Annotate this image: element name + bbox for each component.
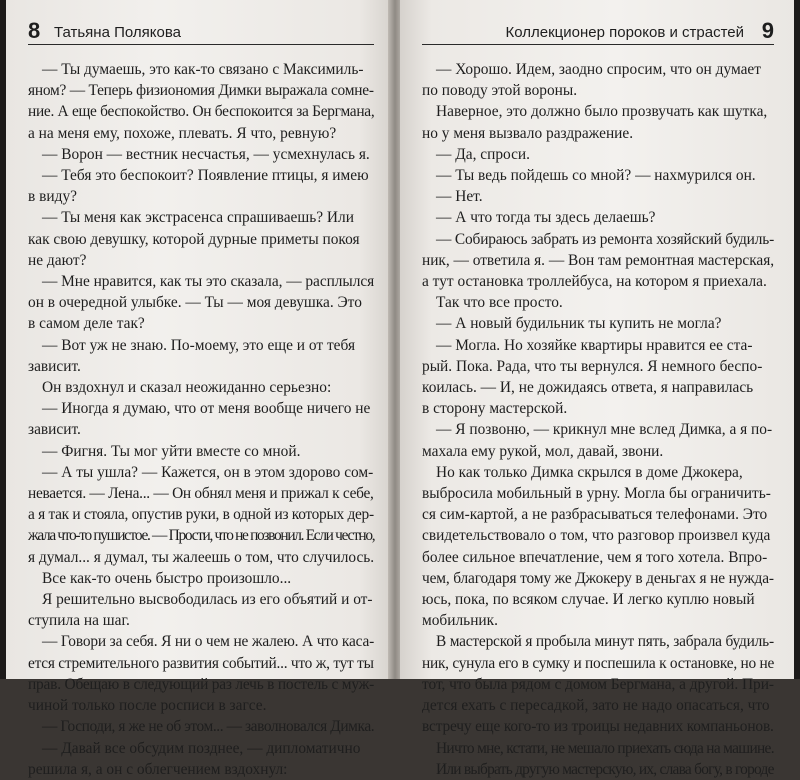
text-line: в сторону мастерской. (422, 400, 568, 418)
text-line: зависит. (28, 357, 81, 375)
text-line: но у меня вызвало раздражение. (422, 124, 634, 142)
text-line: — Могла. Но хозяйке квартиры нравится ее ста- (436, 336, 753, 354)
text-line: Так что все просто. (436, 294, 563, 312)
text-line: ние. А еще беспокойство. Он беспокоится за Бергмана, (28, 103, 375, 121)
text-line: — Фигня. Ты мог уйти вместе со мной. (42, 442, 301, 460)
page-number: 9 (761, 18, 774, 43)
text-line: ся сим-картой, а не разбрасываться телефонами. Это (422, 506, 768, 524)
text-line: — Давай все обсудим позднее, — дипломатично (42, 739, 361, 757)
text-line: выбросила мобильный в урну. Могла бы ограничить- (422, 485, 771, 503)
text-line: прав. Обещаю в следующий раз лечь в постель с муж- (28, 675, 374, 693)
text-line: юсь, пока, по всяком случае. И легко куплю новый (422, 591, 755, 609)
text-line: — Хорошо. Идем, заодно спросим, что он думает (436, 61, 761, 78)
text-line: — Господи, я же не об этом... — заволновался Димка. (42, 718, 375, 736)
text-line: — Говори за себя. Я ни о чем не жалею. А что каса- (42, 633, 375, 651)
text-line: свидетельствовало о том, что разговор произвел куда (422, 527, 771, 545)
text-line: Или выбрать другую мастерскую, их, слава богу, в городе (436, 760, 774, 778)
text-line: — А новый будильник ты купить не могла? (436, 315, 722, 333)
text-line: яном? — Теперь физиономия Димки выражала сомне- (28, 82, 374, 100)
text-line: — Вот уж не знаю. По-моему, это еще и от тебя (42, 336, 356, 354)
page-number: 8 (28, 18, 41, 43)
text-line: а на меня ему, похоже, плевать. Я что, ревную? (28, 124, 337, 142)
text-line: он в очередной улыбке. — Ты — моя девушка. Это (28, 294, 362, 312)
text-line: тот, что была рядом с домом Бергмана, а другой. При- (422, 675, 774, 693)
text-line: как свою девушку, которой дурные приметы покоя (28, 230, 360, 248)
text-line: Наверное, это должно было прозвучать как шутка, (436, 103, 768, 121)
text-line: чем, благодаря тому же Джокеру в деньгах я не нужда- (422, 569, 774, 587)
text-line: Но как только Димка скрылся в доме Джокера, (436, 463, 743, 481)
text-line: а я так и стояла, опустив руки, в одной из которых дер- (28, 506, 374, 524)
running-header: Татьяна Полякова (54, 24, 181, 41)
text-line: — Ворон — вестник несчастья, — усмехнулась я. (42, 145, 370, 163)
text-line: В мастерской я пробыла минут пять, забрала будиль- (436, 633, 774, 651)
right-page-header (422, 18, 774, 45)
text-line: жала что-то пушистое. — Прости, что не позвонил. Если честно, (28, 527, 375, 545)
running-header: Коллекционер пороков и страстей (505, 24, 744, 41)
right-shadow (794, 0, 800, 679)
text-line: Ничто мне, кстати, не мешало приехать сюда на машине. (436, 739, 774, 757)
left-page-header (28, 18, 374, 45)
text-line: — Ты думаешь, это как-то связано с Максимиль- (42, 61, 364, 78)
text-line: Все как-то очень быстро произошло... (42, 569, 292, 587)
right-page (400, 0, 794, 778)
right-page-text (422, 59, 774, 780)
text-line: я думал... я думал, ты жалеешь о том, что случилось. (28, 548, 375, 566)
text-line: Я решительно высвободилась из его объятий и от- (42, 591, 373, 609)
text-line: — Собираюсь забрать из ремонта хозяйский будиль- (436, 230, 775, 248)
left-page (6, 0, 390, 778)
text-line: более сильное впечатление, чем я того хотела. Впро- (422, 548, 768, 566)
text-line: — Ты ведь пойдешь со мной? — нахмурился он. (436, 167, 756, 185)
left-page-text (28, 59, 374, 780)
text-line: а тут остановка троллейбуса, на котором я приехала. (422, 273, 767, 291)
text-line: рый. Пока. Рада, что ты вернулся. Я немного беспо- (422, 357, 763, 375)
text-line: в самом деле так? (28, 315, 145, 333)
text-line: — Да, спроси. (436, 145, 531, 163)
text-line: — А ты ушла? — Кажется, он в этом здорово сом- (42, 463, 374, 481)
text-line: чиной только после росписи в загсе. (28, 697, 267, 715)
text-line: ступила на шаг. (28, 612, 130, 630)
text-line: — Ты меня как экстрасенса спрашиваешь? Или (42, 209, 354, 227)
text-line: — Мне нравится, как ты это сказала, — расплылся (42, 273, 375, 291)
text-line: ник, сунула его в сумку и поспешила к остановке, но не (422, 654, 775, 672)
text-line: коилась. — И, не дожидаясь ответа, я направилась (422, 379, 754, 397)
text-line: — А что тогда ты здесь делаешь? (436, 209, 656, 227)
text-line: в виду? (28, 188, 77, 206)
text-line: встречу еще кого-то из троицы недавних компаньонов. (422, 718, 774, 736)
text-line: — Я позвоню, — крикнул мне вслед Димка, а я по- (436, 421, 773, 439)
text-line: дется ехать с пересадкой, зато не надо опасаться, что (422, 697, 770, 715)
text-line: ется стремительного развития событий... что ж, тут ты (28, 654, 374, 672)
text-line: по поводу этой вороны. (422, 82, 578, 100)
text-line: Он вздохнул и сказал неожиданно серьезно: (42, 379, 332, 397)
text-line: — Иногда я думаю, что от меня вообще ничего не (42, 400, 371, 418)
text-line: — Нет. (436, 188, 483, 206)
text-line: зависит. (28, 421, 81, 439)
text-line: невается. — Лена... — Он обнял меня и прижал к себе, (28, 485, 374, 503)
text-line: мобильник. (422, 612, 498, 630)
text-line: махала ему рукой, мол, давай, звони. (422, 442, 664, 460)
text-line: решила я, а он с облегчением вздохнул: (28, 760, 288, 778)
text-line: не дают? (28, 251, 87, 269)
text-line: — Тебя это беспокоит? Появление птицы, я имею (42, 167, 369, 185)
text-line: ник, — ответила я. — Вон там ремонтная мастерская, (422, 251, 775, 269)
